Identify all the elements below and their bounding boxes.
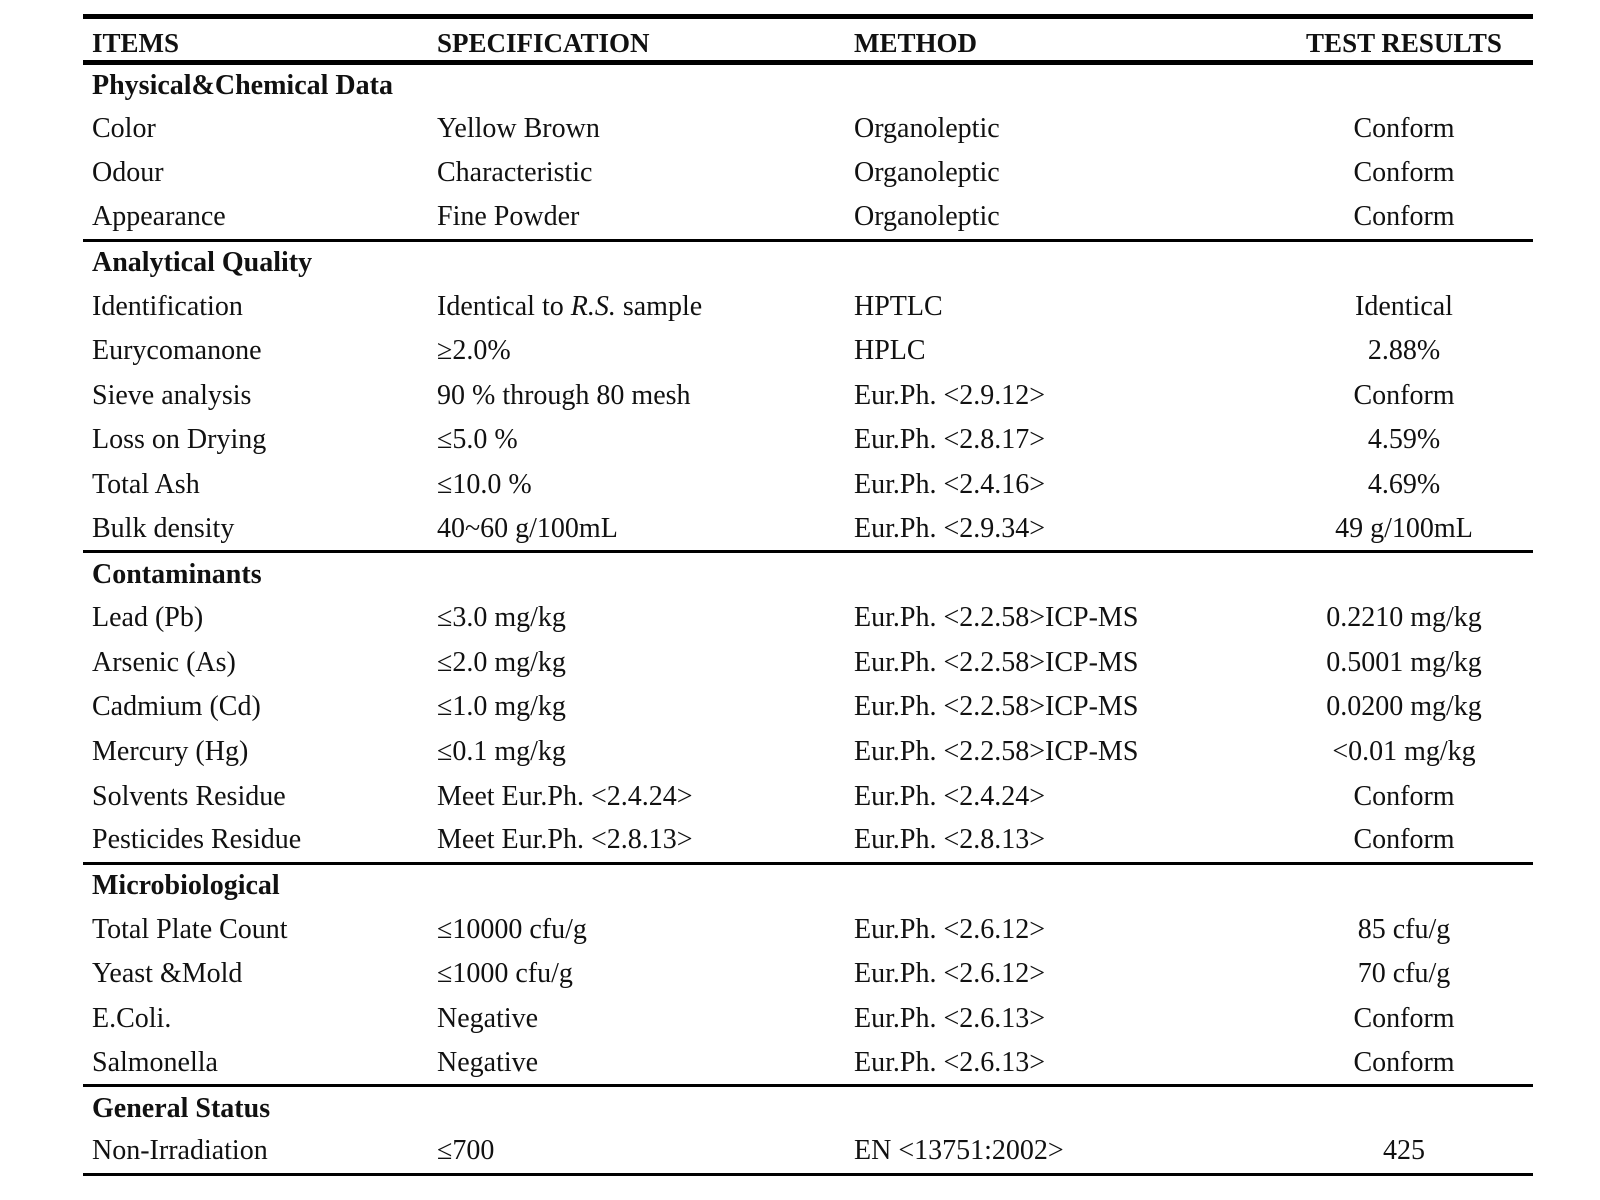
table-row	[83, 819, 1533, 864]
section-header-contaminants	[83, 552, 1533, 596]
table-row	[83, 284, 1533, 329]
table-row	[83, 329, 1533, 374]
spec-cell: ≤0.1 mg/kg	[437, 735, 566, 767]
spec-cell: Fine Powder	[428, 196, 845, 241]
method-cell: Eur.Ph. <2.8.13>	[845, 819, 1275, 864]
section-title: General Status	[92, 1092, 271, 1124]
result-cell: 425	[1275, 1130, 1533, 1175]
result-cell: <0.01 mg/kg	[1332, 735, 1476, 767]
spec-cell: ≤1.0 mg/kg	[437, 691, 566, 723]
result-cell: Conform	[1353, 1002, 1455, 1034]
item-cell: Pesticides Residue	[83, 819, 428, 864]
item-cell: Sieve analysis	[92, 379, 252, 411]
method-cell: Eur.Ph. <2.2.58>ICP-MS	[854, 735, 1139, 767]
result-cell: 70 cfu/g	[1357, 958, 1451, 990]
method-cell: Eur.Ph. <2.2.58>ICP-MS	[854, 691, 1139, 723]
item-cell: Mercury (Hg)	[92, 735, 249, 767]
top-margin	[83, 0, 1533, 14]
method-cell: Eur.Ph. <2.4.16>	[854, 468, 1046, 500]
item-cell: Yeast &Mold	[92, 958, 243, 990]
spec-cell: ≤1000 cfu/g	[437, 958, 573, 990]
item-cell: Solvents Residue	[92, 780, 286, 812]
result-cell: 4.59%	[1367, 424, 1441, 456]
spec-cell: ≤10.0 %	[437, 468, 532, 500]
spec-cell: ≤3.0 mg/kg	[437, 602, 566, 634]
header-method: METHOD	[845, 17, 1275, 63]
spec-cell: 90 % through 80 mesh	[437, 379, 691, 411]
method-cell: Eur.Ph. <2.9.12>	[854, 379, 1046, 411]
table-row	[83, 640, 1533, 685]
spec-cell: Meet Eur.Ph. <2.4.24>	[437, 780, 693, 812]
specification-table	[83, 14, 1533, 1176]
spec-cell: Negative	[437, 1002, 539, 1034]
item-cell: Eurycomanone	[92, 335, 262, 367]
item-cell: Color	[92, 112, 156, 144]
section-title: Microbiological	[92, 870, 280, 902]
result-cell: Conform	[1353, 157, 1455, 189]
item-cell: Total Ash	[92, 468, 200, 500]
result-cell: 0.2210 mg/kg	[1326, 602, 1482, 634]
table-row	[83, 373, 1533, 418]
method-cell: EN <13751:2002>	[845, 1130, 1275, 1175]
header-test-results: TEST RESULTS	[1275, 17, 1533, 63]
method-cell: Eur.Ph. <2.6.13>	[854, 1002, 1046, 1034]
spec-cell: ≤5.0 %	[437, 424, 518, 456]
spec-cell: Meet Eur.Ph. <2.8.13>	[428, 819, 845, 864]
table-row	[83, 685, 1533, 730]
table-row	[83, 730, 1533, 775]
spec-cell: ≤700	[428, 1130, 845, 1175]
item-cell: Bulk density	[83, 507, 428, 552]
section-header-physical	[83, 63, 1533, 107]
spec-cell	[428, 284, 845, 329]
section-header-microbiological	[83, 863, 1533, 907]
method-cell: Eur.Ph. <2.2.58>ICP-MS	[854, 602, 1139, 634]
table-row	[83, 418, 1533, 463]
spec-cell: Negative	[428, 1041, 845, 1086]
result-cell: 2.88%	[1367, 335, 1441, 367]
section-title: Physical&Chemical Data	[92, 69, 393, 101]
spec-cell: ≥2.0%	[437, 335, 511, 367]
table-row	[83, 997, 1533, 1042]
section-header-analytical	[83, 240, 1533, 284]
result-cell: Conform	[1353, 379, 1455, 411]
item-cell: Appearance	[83, 196, 428, 241]
spec-cell: 40~60 g/100mL	[428, 507, 845, 552]
spec-cell: Characteristic	[437, 157, 593, 189]
method-cell: Eur.Ph. <2.6.12>	[854, 913, 1046, 945]
section-header-general	[83, 1086, 1533, 1130]
spec-cell: ≤10000 cfu/g	[437, 913, 587, 945]
result-cell: Conform	[1275, 196, 1533, 241]
table-row	[83, 107, 1533, 152]
table-row	[83, 952, 1533, 997]
method-cell: Organoleptic	[845, 196, 1275, 241]
spec-cell: ≤2.0 mg/kg	[437, 646, 566, 678]
item-cell: Cadmium (Cd)	[92, 691, 261, 723]
method-cell: Eur.Ph. <2.4.24>	[854, 780, 1046, 812]
result-cell: Identical	[1355, 290, 1453, 322]
item-cell: Arsenic (As)	[92, 646, 236, 678]
method-cell: Eur.Ph. <2.6.13>	[845, 1041, 1275, 1086]
header-row	[83, 17, 1533, 63]
header-items: ITEMS	[83, 17, 428, 63]
method-cell: Organoleptic	[854, 157, 1000, 189]
item-cell: Total Plate Count	[92, 913, 288, 945]
method-cell: Eur.Ph. <2.8.17>	[854, 424, 1046, 456]
method-cell: HPLC	[854, 335, 926, 367]
table-row	[83, 196, 1533, 241]
method-cell: Organoleptic	[854, 112, 1000, 144]
item-cell: Loss on Drying	[92, 424, 267, 456]
result-cell: Conform	[1353, 112, 1455, 144]
section-title: Contaminants	[92, 558, 262, 590]
result-cell: 4.69%	[1367, 468, 1441, 500]
table-row	[83, 463, 1533, 508]
spec-cell: Yellow Brown	[437, 112, 600, 144]
result-cell: 0.0200 mg/kg	[1326, 691, 1482, 723]
method-cell: Eur.Ph. <2.9.34>	[845, 507, 1275, 552]
spec-italic-text: R.S.	[570, 290, 616, 322]
item-cell: Odour	[92, 157, 164, 189]
table-row	[83, 596, 1533, 641]
table-row	[83, 151, 1533, 196]
header-specification: SPECIFICATION	[428, 17, 845, 63]
table-row	[83, 507, 1533, 552]
item-cell: Salmonella	[83, 1041, 428, 1086]
result-cell: 49 g/100mL	[1275, 507, 1533, 552]
result-cell: Conform	[1275, 819, 1533, 864]
item-cell: Non-Irradiation	[83, 1130, 428, 1175]
item-cell: Identification	[92, 290, 243, 322]
table-row	[83, 1130, 1533, 1175]
table-row	[83, 907, 1533, 952]
spec-text: Identical to	[437, 290, 571, 322]
method-cell: Eur.Ph. <2.6.12>	[854, 958, 1046, 990]
table-row	[83, 774, 1533, 819]
result-cell: 0.5001 mg/kg	[1326, 646, 1482, 678]
method-cell: HPTLC	[854, 290, 943, 322]
item-cell: E.Coli.	[92, 1002, 172, 1034]
specification-document	[83, 0, 1533, 1176]
result-cell: 85 cfu/g	[1357, 913, 1451, 945]
result-cell: Conform	[1353, 780, 1455, 812]
table-row	[83, 1041, 1533, 1086]
spec-text: sample	[615, 290, 703, 322]
section-title: Analytical Quality	[92, 247, 313, 279]
result-cell: Conform	[1275, 1041, 1533, 1086]
item-cell: Lead (Pb)	[92, 602, 204, 634]
method-cell: Eur.Ph. <2.2.58>ICP-MS	[854, 646, 1139, 678]
